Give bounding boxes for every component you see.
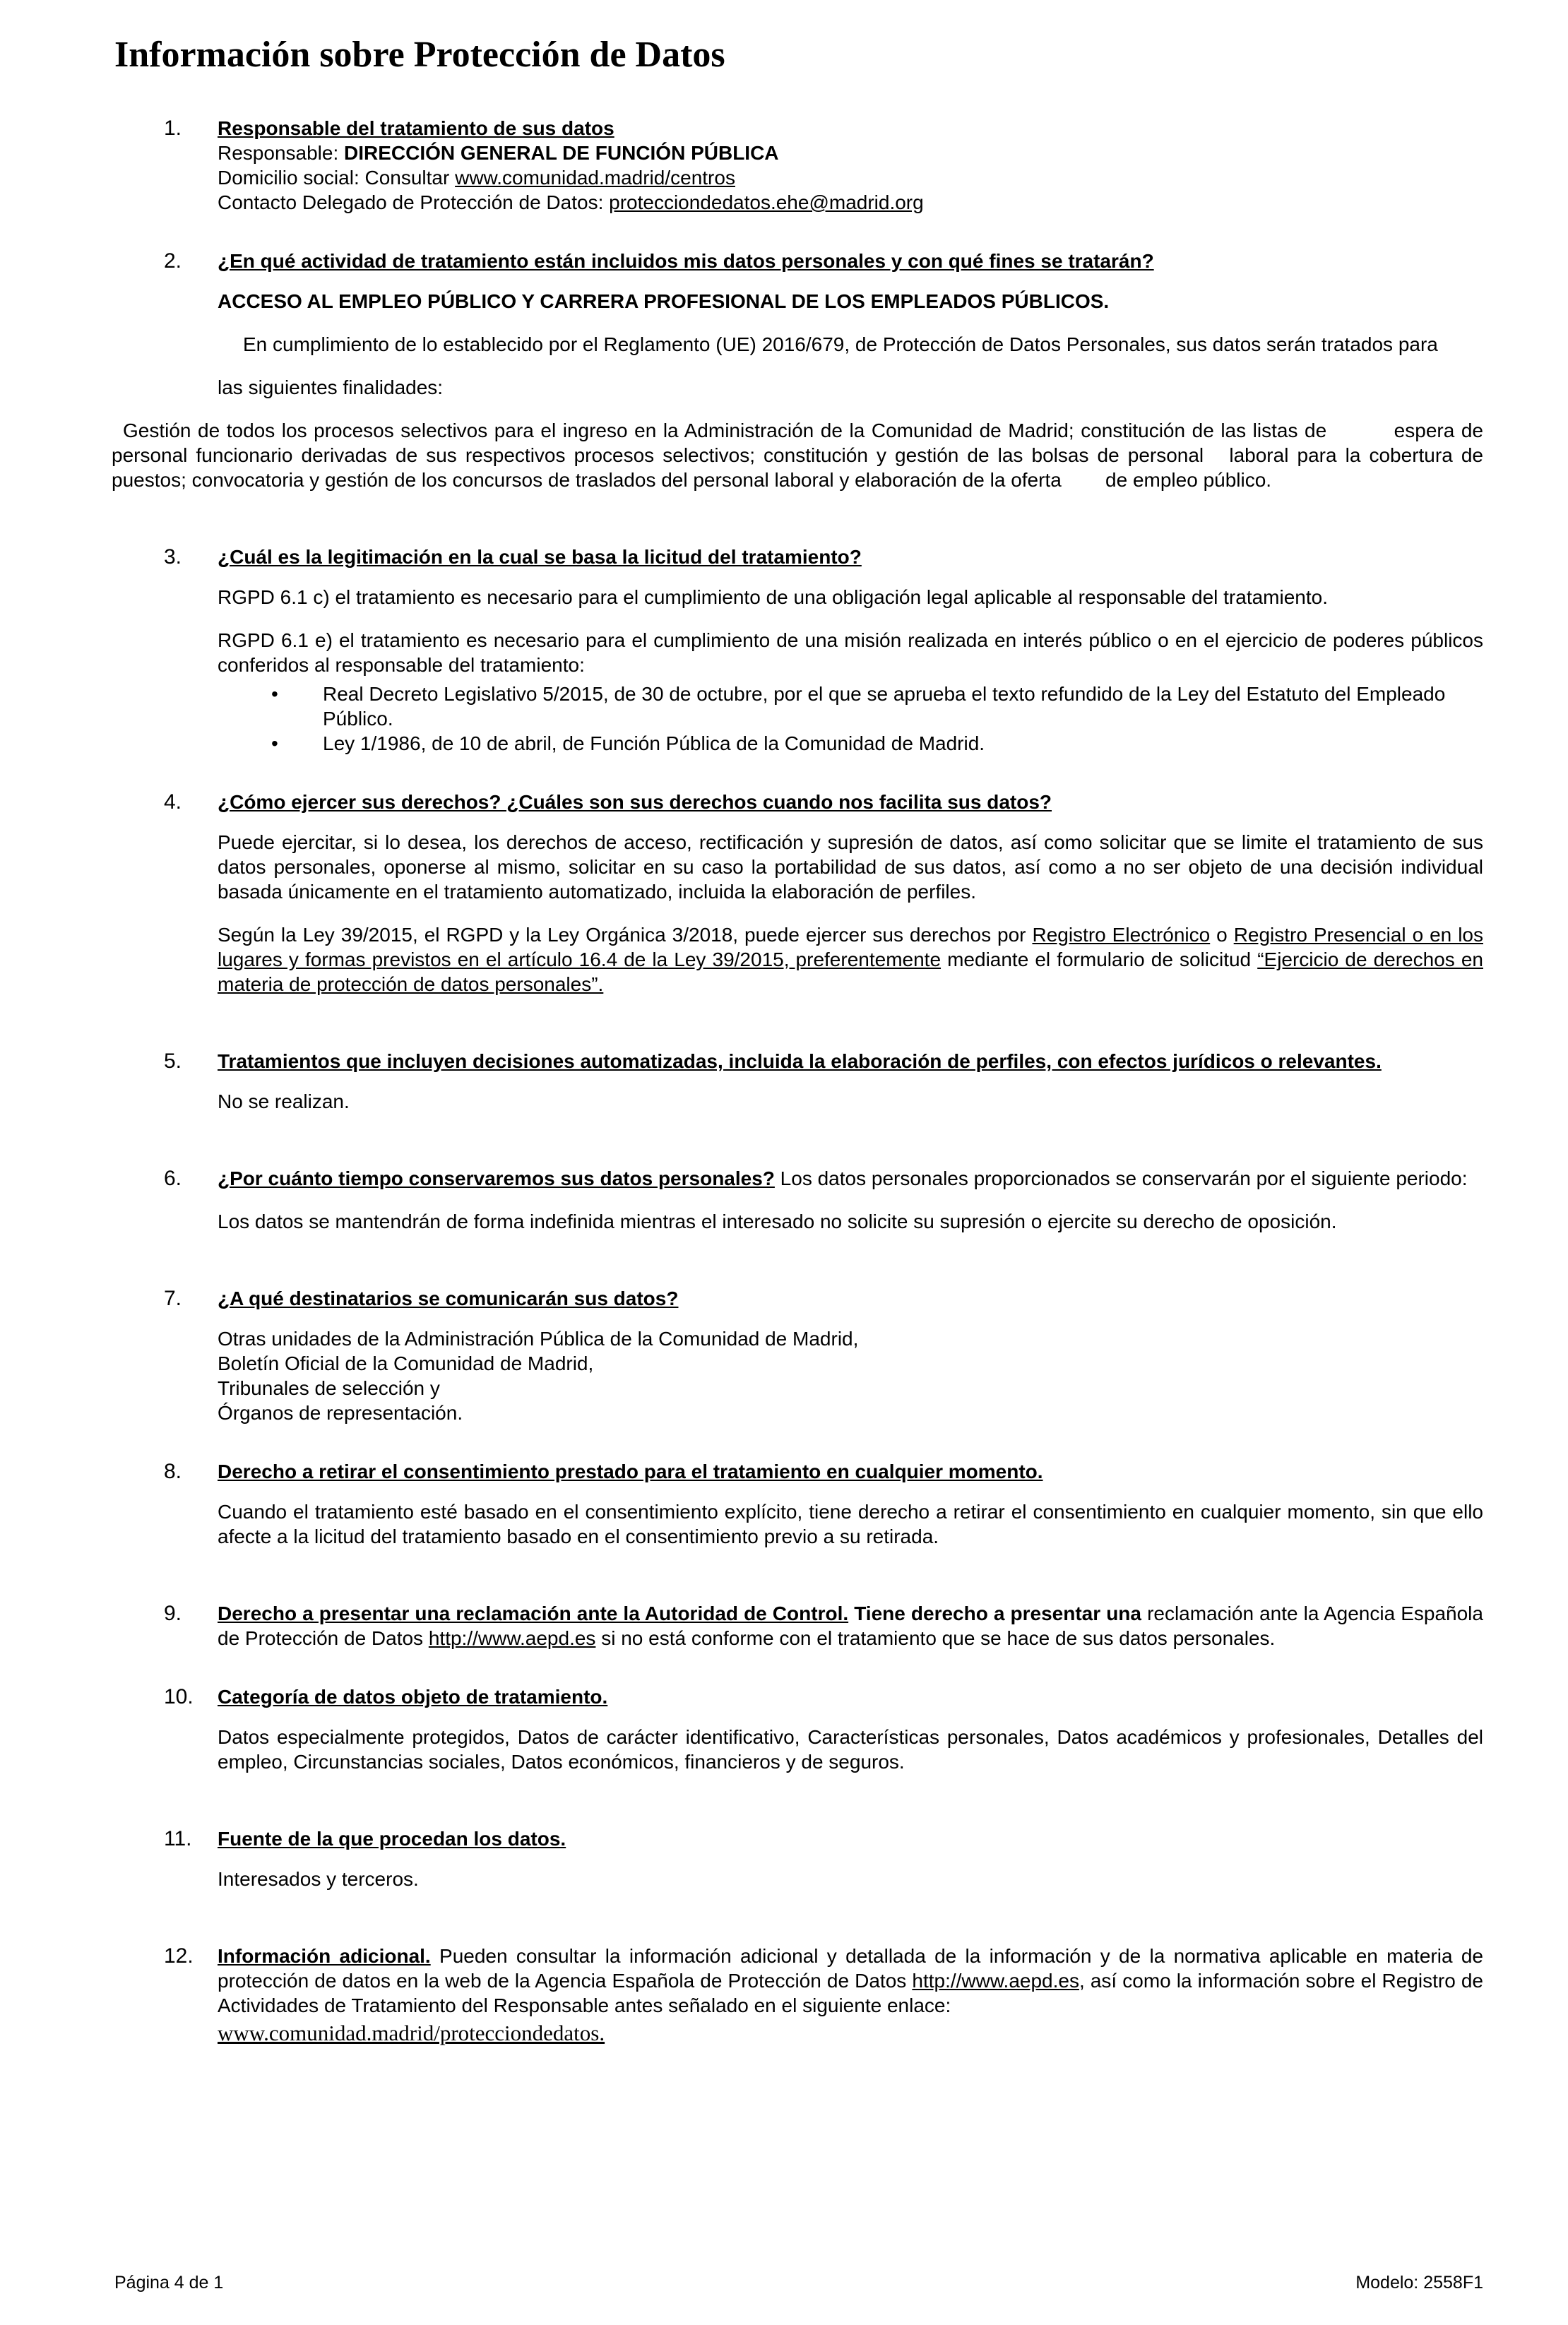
footer-page-number: Página 4 de 1 xyxy=(114,2273,224,2293)
text-run: Según la Ley 39/2015, el RGPD y la Ley Orgánica 3/2018, puede ejercer sus derechos por xyxy=(218,924,1033,946)
section-heading: Derecho a retirar el consentimiento prestado para el tratamiento en cualquier momento. xyxy=(218,1461,1043,1482)
section-heading: Fuente de la que procedan los datos. xyxy=(218,1828,566,1850)
section-content xyxy=(218,1601,1483,1651)
page-footer xyxy=(114,2271,1483,2295)
destinatario-line: Otras unidades de la Administración Pública de la Comunidad de Madrid, xyxy=(218,1328,859,1350)
section-content xyxy=(112,249,1489,511)
section-content xyxy=(218,1944,1483,2045)
section-4-derechos xyxy=(114,790,1483,1015)
page-title: Información sobre Protección de Datos xyxy=(114,35,725,75)
paragraph: Los datos se mantendrán de forma indefinida mientras el interesado no solicite su supresión o ejercite su derecho de oposición. xyxy=(218,1211,1337,1232)
section-number: 1. xyxy=(164,117,182,140)
destinatario-line: Boletín Oficial de la Comunidad de Madrid, xyxy=(218,1352,594,1374)
text-run: En cumplimiento de lo establecido por el Reglamento (UE) 2016/679, de Protección de Datos Personales, sus datos serán tratados para xyxy=(243,333,1438,355)
paragraph xyxy=(112,332,1483,357)
paragraph: No se realizan. xyxy=(218,1090,350,1112)
text-run: Domicilio social: Consultar xyxy=(218,167,456,189)
paragraph xyxy=(112,418,1489,492)
section-number: 7. xyxy=(164,1287,182,1310)
section-content xyxy=(218,1459,1483,1567)
section-1-responsable xyxy=(114,116,1483,215)
text-run: Contacto Delegado de Protección de Datos: xyxy=(218,191,610,213)
link-ejercicio-derechos[interactable]: “Ejercicio de derechos en materia de protección de datos personales”. xyxy=(218,949,1483,995)
link-aepd-2[interactable]: http://www.aepd.es xyxy=(912,1970,1079,1992)
text-run: Gestión de todos los procesos selectivos para el ingreso en la Administración de la Comunidad de Madrid; constitución de las listas de espera de personal funcionario derivadas de sus respectivos procesos selectivos; constitución y gestión de las bolsas de personal laboral para la cobertura de puestos; convocatoria y gestión de los concursos de traslados del personal laboral y elaboración de la oferta de empleo público. xyxy=(112,420,1489,491)
destinatario-line: Tribunales de selección y xyxy=(218,1377,440,1399)
footer-model-number: Modelo: 2558F1 xyxy=(1355,2273,1483,2293)
section-heading-paragraph xyxy=(218,1944,1483,2018)
text-run: Responsable: xyxy=(218,142,345,164)
section-heading-paragraph xyxy=(218,1166,1483,1191)
section-number: 10. xyxy=(164,1685,194,1708)
text-run: o xyxy=(1210,924,1234,946)
section-number: 6. xyxy=(164,1167,182,1190)
section-number: 8. xyxy=(164,1460,182,1483)
responsable-line xyxy=(218,141,1483,165)
section-heading-paragraph xyxy=(218,1601,1483,1651)
section-content xyxy=(218,1166,1483,1252)
section-5-decisiones-automatizadas xyxy=(114,1049,1483,1132)
section-heading: Responsable del tratamiento de sus datos xyxy=(218,117,614,139)
section-heading: ¿En qué actividad de tratamiento están incluidos mis datos personales y con qué fines se tratarán? xyxy=(218,250,1154,272)
link-centros[interactable]: www.comunidad.madrid/centros xyxy=(455,167,735,189)
actividad-name: ACCESO AL EMPLEO PÚBLICO Y CARRERA PROFESIONAL DE LOS EMPLEADOS PÚBLICOS. xyxy=(218,290,1110,312)
paragraph: RGPD 6.1 e) el tratamiento es necesario para el cumplimiento de una misión realizada en interés público o en el ejercicio de poderes públicos conferidos al responsable del tratamiento: xyxy=(218,629,1483,676)
section-9-reclamacion xyxy=(114,1601,1483,1651)
link-registro-presencial[interactable]: Registro Presencial o en los lugares y formas previstos en el artículo 16.4 de la Ley 39/2015, preferentemente xyxy=(218,924,1483,970)
paragraph: Datos especialmente protegidos, Datos de carácter identificativo, Características personales, Datos académicos y profesionales, Detalles del empleo, Circunstancias sociales, Datos económicos, financieros y de seguros. xyxy=(218,1726,1483,1773)
section-number: 5. xyxy=(164,1049,182,1073)
link-registro-electronico[interactable]: Registro Electrónico xyxy=(1032,924,1211,946)
section-6-conservacion xyxy=(114,1166,1483,1252)
section-heading: Información adicional. xyxy=(218,1945,431,1967)
section-heading: ¿A qué destinatarios se comunicarán sus datos? xyxy=(218,1288,679,1309)
section-content xyxy=(218,1826,1483,1910)
section-number: 3. xyxy=(164,545,182,569)
bullet-text: Ley 1/1986, de 10 de abril, de Función Pública de la Comunidad de Madrid. xyxy=(323,732,985,754)
section-heading: Categoría de datos objeto de tratamiento. xyxy=(218,1686,608,1708)
paragraph: Puede ejercitar, si lo desea, los derechos de acceso, rectificación y supresión de datos, así como solicitar que se limite el tratamiento de sus datos personales, oponerse al mismo, solicitar en su caso la portabilidad de sus datos, así como a no ser objeto de una decisión individual basada únicamente en el tratamiento automatizado, incluida la elaboración de perfiles. xyxy=(218,831,1483,903)
section-number: 12. xyxy=(164,1944,194,1968)
section-content xyxy=(218,790,1483,1015)
section-content xyxy=(218,1049,1483,1132)
section-heading: Tratamientos que incluyen decisiones automatizadas, incluida la elaboración de perfiles, con efectos jurídicos o relevantes. xyxy=(218,1050,1382,1072)
section-heading: ¿Cuál es la legitimación en la cual se basa la licitud del tratamiento? xyxy=(218,546,862,568)
text-run: Pueden consultar la información adicional y detallada de la información y de la normativa aplicable en materia de protección de datos en la web de la Agencia Española de Protección de Datos xyxy=(218,1945,1483,1992)
paragraph: Interesados y terceros. xyxy=(218,1868,419,1890)
section-3-legitimacion xyxy=(114,545,1483,756)
paragraph xyxy=(218,922,1483,997)
link-comunidad-protecciondedatos[interactable]: www.comunidad.madrid/protecciondedatos. xyxy=(218,2021,605,2045)
section-content xyxy=(218,1684,1483,1792)
section-11-fuente xyxy=(114,1826,1483,1910)
section-2-actividad xyxy=(112,249,1489,511)
domicilio-line xyxy=(218,165,1483,190)
text-run: mediante el formulario de solicitud xyxy=(941,949,1258,970)
bullet-text: Real Decreto Legislativo 5/2015, de 30 de octubre, por el que se aprueba el texto refundido de la Ley del Estatuto del Empleado Público. xyxy=(323,683,1446,730)
link-dpd-email[interactable]: protecciondedatos.ehe@madrid.org xyxy=(609,191,924,213)
section-12-informacion-adicional xyxy=(114,1944,1483,2045)
section-number: 4. xyxy=(164,790,182,814)
paragraph: RGPD 6.1 c) el tratamiento es necesario para el cumplimiento de una obligación legal aplicable al responsable del tratamiento. xyxy=(218,586,1328,608)
section-7-destinatarios xyxy=(114,1286,1483,1425)
link-aepd[interactable]: http://www.aepd.es xyxy=(428,1627,596,1649)
text-run: , así como la información sobre el Registro de Actividades de Tratamiento del Responsable antes señalado en el siguiente enlace: xyxy=(218,1970,1483,2016)
text-run: reclamación ante la Agencia Española de Protección de Datos xyxy=(218,1602,1483,1649)
paragraph: las siguientes finalidades: xyxy=(218,376,444,398)
section-content xyxy=(218,1286,1483,1425)
section-heading: ¿Cómo ejercer sus derechos? ¿Cuáles son sus derechos cuando nos facilita sus datos? xyxy=(218,791,1052,813)
section-number: 2. xyxy=(164,249,182,273)
section-8-retirar-consentimiento xyxy=(114,1459,1483,1567)
contacto-line xyxy=(218,190,1483,215)
bullet-icon: • xyxy=(271,683,278,705)
bullet-list xyxy=(218,682,1483,756)
paragraph: Cuando el tratamiento esté basado en el consentimiento explícito, tiene derecho a retirar el consentimiento en cualquier momento, sin que ello afecte a la licitud del tratamiento basado en el consentimiento previo a su retirada. xyxy=(218,1501,1483,1547)
bullet-icon: • xyxy=(271,732,278,754)
section-content xyxy=(218,116,1483,215)
section-10-categoria-datos xyxy=(114,1684,1483,1792)
section-number: 9. xyxy=(164,1602,182,1625)
section-heading: ¿Por cuánto tiempo conservaremos sus datos personales? xyxy=(218,1167,775,1189)
responsable-value: DIRECCIÓN GENERAL DE FUNCIÓN PÚBLICA xyxy=(344,142,779,164)
text-run: Los datos personales proporcionados se conservarán por el siguiente periodo: xyxy=(774,1167,1468,1189)
list-item xyxy=(218,731,1483,756)
section-content xyxy=(218,545,1483,756)
section-heading: Derecho a presentar una reclamación ante la Autoridad de Control. xyxy=(218,1602,849,1624)
section-number: 11. xyxy=(164,1827,192,1850)
text-run: si no está conforme con el tratamiento que se hace de sus datos personales. xyxy=(595,1627,1276,1649)
destinatario-line: Órganos de representación. xyxy=(218,1402,463,1424)
list-item xyxy=(218,682,1483,731)
text-run-bold: Tiene derecho a presentar una xyxy=(848,1602,1148,1624)
